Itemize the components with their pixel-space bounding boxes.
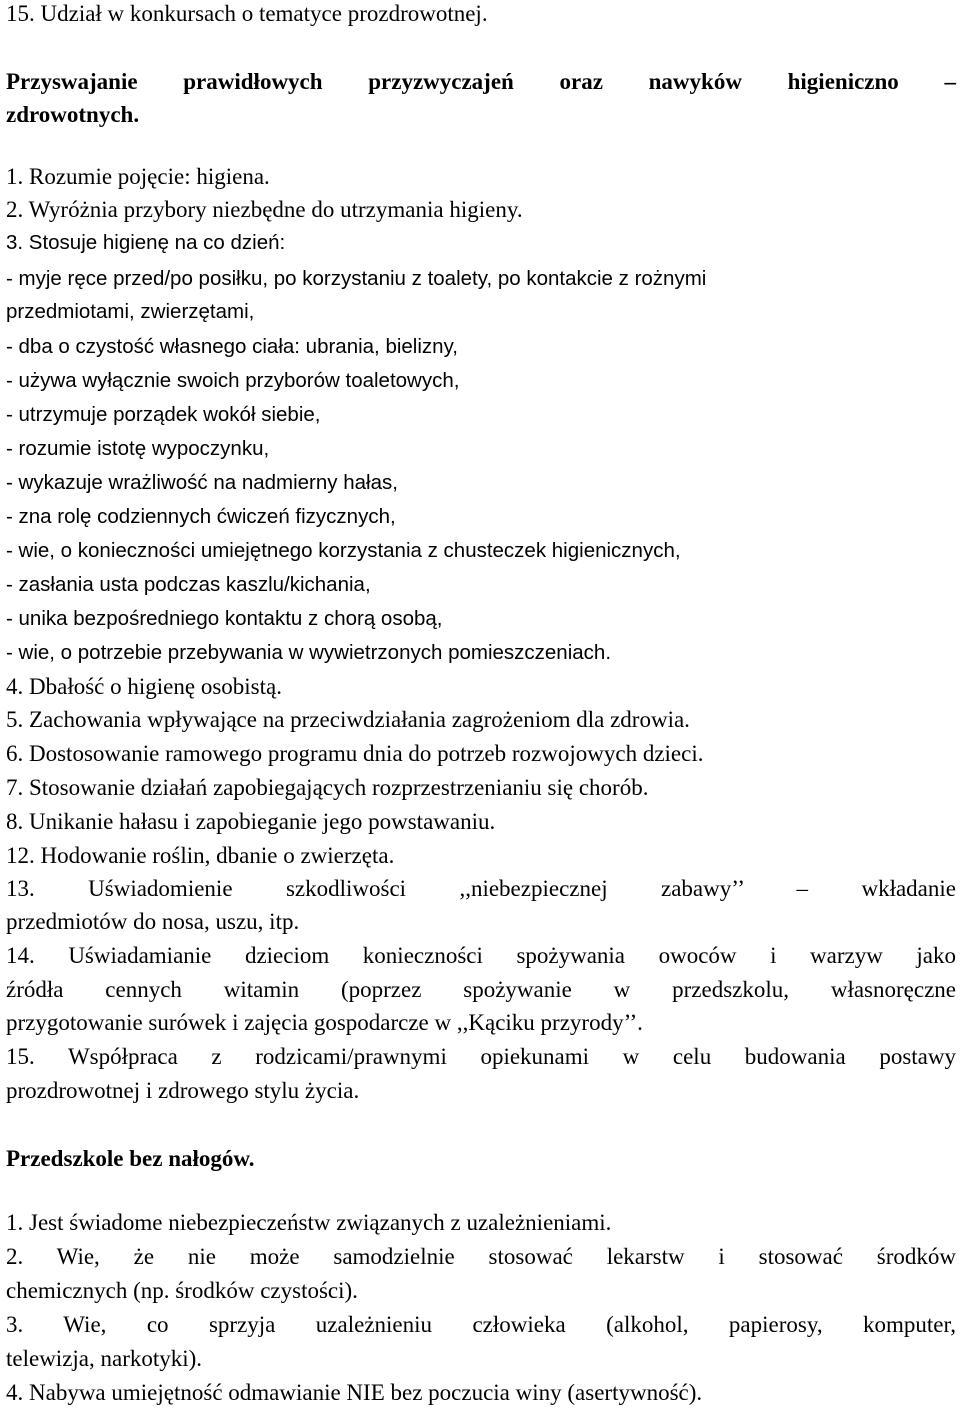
text-line: przygotowanie surówek i zajęcia gospodarcze w ,,Kąciku przyrody’’. bbox=[6, 1010, 643, 1035]
text-line: 1. Jest świadome niebezpieczeństw związanych z uzależnieniami. bbox=[6, 1210, 612, 1235]
text-line: 13. Uświadomienie szkodliwości ,,niebezpiecznej zabawy’’ – wkładanie bbox=[6, 876, 956, 901]
text-line: 2. Wie, że nie może samodzielnie stosować lekarstw i stosować środków bbox=[6, 1244, 956, 1269]
text-line: 14. Uświadamianie dzieciom konieczności spożywania owoców i warzyw jako bbox=[6, 943, 956, 968]
text-line: 8. Unikanie hałasu i zapobieganie jego powstawaniu. bbox=[6, 809, 496, 834]
text-line: 2. Wyróżnia przybory niezbędne do utrzymania higieny. bbox=[6, 197, 523, 222]
text-line: - rozumie istotę wypoczynku, bbox=[6, 437, 270, 460]
text-line: prozdrowotnej i zdrowego stylu życia. bbox=[6, 1078, 360, 1103]
text-line: chemicznych (np. środków czystości). bbox=[6, 1278, 358, 1303]
text-line: 12. Hodowanie roślin, dbanie o zwierzęta. bbox=[6, 843, 395, 868]
text-line: - wie, o potrzebie przebywania w wywietrzonych pomieszczeniach. bbox=[6, 641, 612, 664]
text-line: przedmiotami, zwierzętami, bbox=[6, 300, 255, 323]
text-line: - utrzymuje porządek wokół siebie, bbox=[6, 403, 321, 426]
text-line: 3. Stosuje higienę na co dzień: bbox=[6, 231, 286, 254]
text-line: 5. Zachowania wpływające na przeciwdziałania zagrożeniom dla zdrowia. bbox=[6, 707, 690, 732]
text-line: zdrowotnych. bbox=[6, 102, 140, 127]
text-line: źródła cennych witamin (poprzez spożywanie w przedszkolu, własnoręczne bbox=[6, 977, 956, 1002]
text-line: - zasłania usta podczas kaszlu/kichania, bbox=[6, 573, 371, 596]
text-line: - wie, o konieczności umiejętnego korzystania z chusteczek higienicznych, bbox=[6, 539, 681, 562]
text-line: - myje ręce przed/po posiłku, po korzystaniu z toalety, po kontakcie z rożnymi bbox=[6, 267, 707, 290]
text-line: Przedszkole bez nałogów. bbox=[6, 1146, 255, 1171]
text-line: 15. Współpraca z rodzicami/prawnymi opiekunami w celu budowania postawy bbox=[6, 1044, 956, 1069]
text-line: Przyswajanie prawidłowych przyzwyczajeń oraz nawyków higieniczno – bbox=[6, 69, 956, 94]
text-line: 4. Dbałość o higienę osobistą. bbox=[6, 674, 282, 699]
text-line: 7. Stosowanie działań zapobiegających rozprzestrzenianiu się chorób. bbox=[6, 775, 649, 800]
text-line: - używa wyłącznie swoich przyborów toaletowych, bbox=[6, 369, 460, 392]
text-line: - wykazuje wrażliwość na nadmierny hałas, bbox=[6, 471, 398, 494]
text-line: 4. Nabywa umiejętność odmawianie NIE bez poczucia winy (asertywność). bbox=[6, 1380, 703, 1405]
text-line: - zna rolę codziennych ćwiczeń fizycznych, bbox=[6, 505, 396, 528]
text-line: 3. Wie, co sprzyja uzależnieniu człowieka (alkohol, papierosy, komputer, bbox=[6, 1312, 956, 1337]
text-line: 15. Udział w konkursach o tematyce prozdrowotnej. bbox=[6, 1, 488, 26]
text-line: - dba o czystość własnego ciała: ubrania, bielizny, bbox=[6, 335, 458, 358]
text-line: - unika bezpośredniego kontaktu z chorą osobą, bbox=[6, 607, 443, 630]
text-line: 1. Rozumie pojęcie: higiena. bbox=[6, 164, 270, 189]
text-line: 6. Dostosowanie ramowego programu dnia do potrzeb rozwojowych dzieci. bbox=[6, 741, 704, 766]
text-line: telewizja, narkotyki). bbox=[6, 1346, 203, 1371]
text-line: przedmiotów do nosa, uszu, itp. bbox=[6, 909, 300, 934]
